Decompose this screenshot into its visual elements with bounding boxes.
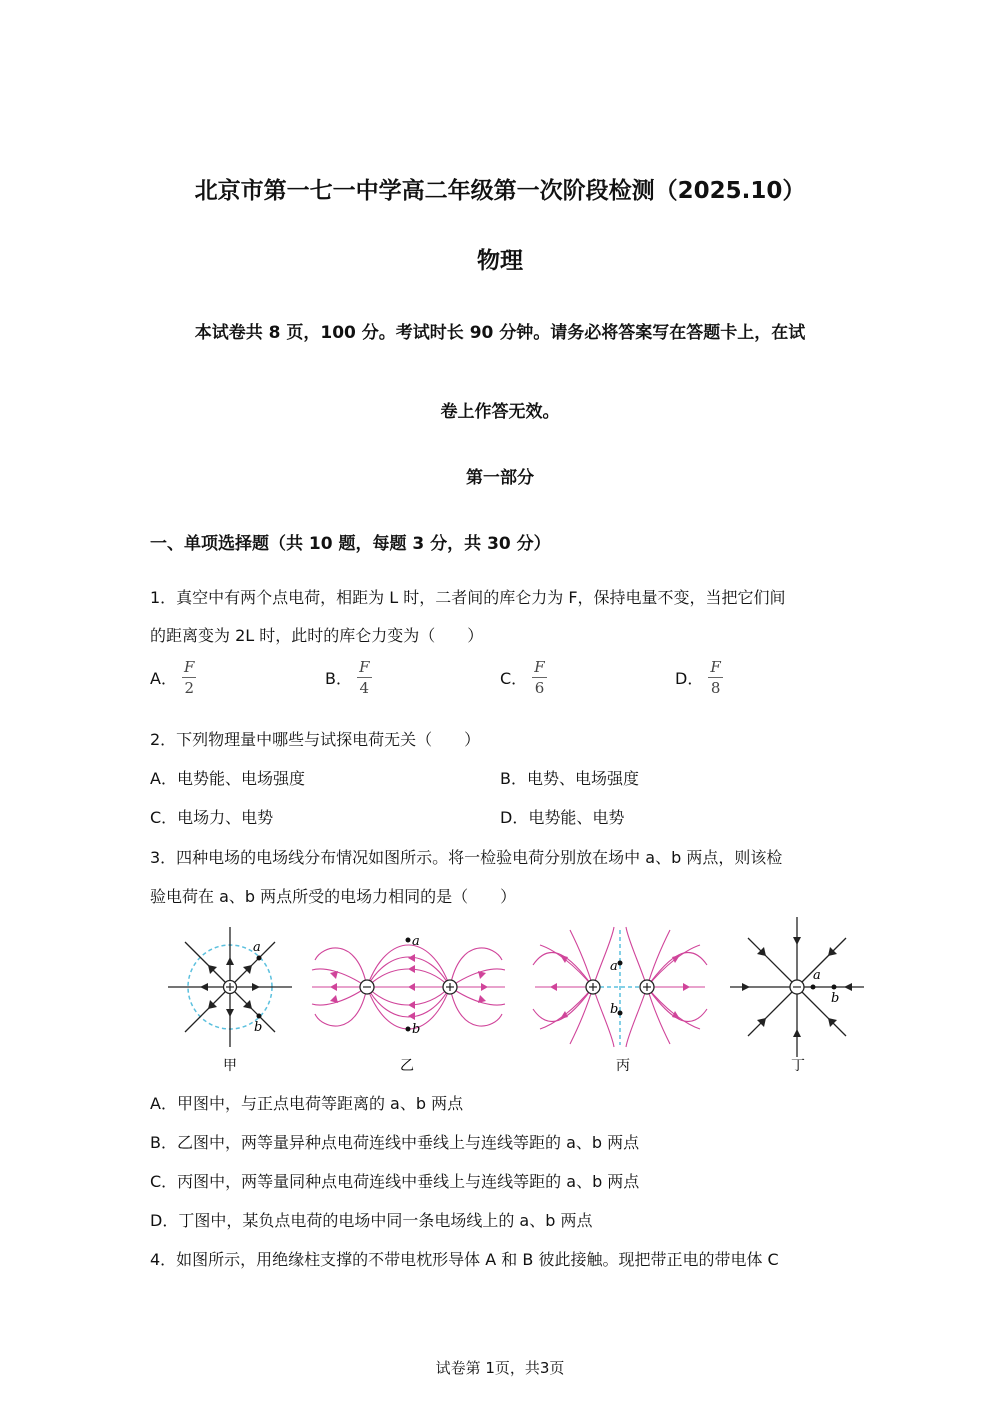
fraction: $\frac{F}{4}$ (359, 658, 370, 697)
figure-label: 丙 (616, 1058, 630, 1074)
q1-option-d (675, 658, 723, 697)
q2-option-b: B．电势、电场强度 (500, 769, 639, 788)
figure-ding (728, 915, 868, 1080)
q3-stem-line2: 验电荷在 a、b 两点所受的电场力相同的是（ ） (150, 887, 517, 906)
q3-option-b: B．乙图中，两等量异种点电荷连线中垂线上与连线等距的 a、b 两点 (150, 1133, 640, 1152)
point-a (406, 938, 411, 943)
q4-stem-line1: 4．如图所示，用绝缘柱支撑的不带电枕形导体 A 和 B 彼此接触。现把带正电的带电体 C (150, 1250, 779, 1269)
label-a: a (412, 934, 420, 949)
q3-stem-line1: 3．四种电场的电场线分布情况如图所示。将一检验电荷分别放在场中 a、b 两点，则该检 (150, 848, 783, 867)
label-b: b (254, 1020, 263, 1035)
figure-bing (530, 925, 710, 1080)
q3-option-d: D．丁图中，某负点电荷的电场中同一条电场线上的 a、b 两点 (150, 1211, 593, 1230)
label-a: a (813, 968, 821, 983)
q1-stem-line1: 1．真空中有两个点电荷，相距为 L 时，二者间的库仑力为 F，保持电量不变，当把它们间 (150, 588, 786, 607)
point-a (618, 961, 623, 966)
option-label: B． (325, 669, 352, 688)
figure-label: 丁 (791, 1058, 805, 1074)
fraction: $\frac{F}{2}$ (184, 658, 195, 697)
q2-option-d: D．电势能、电势 (500, 808, 625, 827)
exam-note-line2: 卷上作答无效。 (440, 402, 560, 422)
label-b: b (831, 991, 840, 1006)
label-a: a (610, 959, 618, 974)
q1-option-a (150, 658, 196, 697)
q2-stem: 2．下列物理量中哪些与试探电荷无关（ ） (150, 730, 481, 749)
point-b (406, 1027, 411, 1032)
label-b: b (610, 1002, 619, 1017)
point-a (257, 956, 262, 961)
q3-option-a: A．甲图中，与正点电荷等距离的 a、b 两点 (150, 1094, 464, 1113)
figure-label: 乙 (400, 1058, 414, 1074)
option-label: A． (150, 669, 177, 688)
figure-yi (310, 925, 505, 1080)
fraction: $\frac{F}{8}$ (710, 658, 721, 697)
q1-stem-line2: 的距离变为 2L 时，此时的库仑力变为（ ） (150, 626, 484, 645)
fraction: $\frac{F}{6}$ (534, 658, 545, 697)
section-heading: 一、单项选择题（共 10 题，每题 3 分，共 30 分） (150, 534, 551, 554)
point-b (257, 1014, 262, 1019)
q1-option-c (500, 658, 547, 697)
point-a (811, 985, 816, 990)
exam-note-line1: 本试卷共 8 页，100 分。考试时长 90 分钟。请务必将答案写在答题卡上，在试 (194, 323, 806, 343)
q2-option-c: C．电场力、电势 (150, 808, 274, 827)
option-label: D． (675, 669, 704, 688)
label-a: a (253, 940, 261, 955)
figure-jia (160, 925, 300, 1080)
label-b: b (412, 1022, 421, 1037)
q3-option-c: C．丙图中，两等量同种点电荷连线中垂线上与连线等距的 a、b 两点 (150, 1172, 640, 1191)
subject-title: 物理 (477, 248, 523, 274)
q1-option-b (325, 658, 372, 697)
exam-title: 北京市第一七一中学高二年级第一次阶段检测（2025.10） (194, 178, 806, 204)
figure-label: 甲 (223, 1058, 237, 1074)
point-b (832, 985, 837, 990)
part-heading: 第一部分 (466, 468, 534, 488)
q2-option-a: A．电势能、电场强度 (150, 769, 305, 788)
option-label: C． (500, 669, 528, 688)
page-footer: 试卷第 1页，共3页 (435, 1359, 565, 1377)
